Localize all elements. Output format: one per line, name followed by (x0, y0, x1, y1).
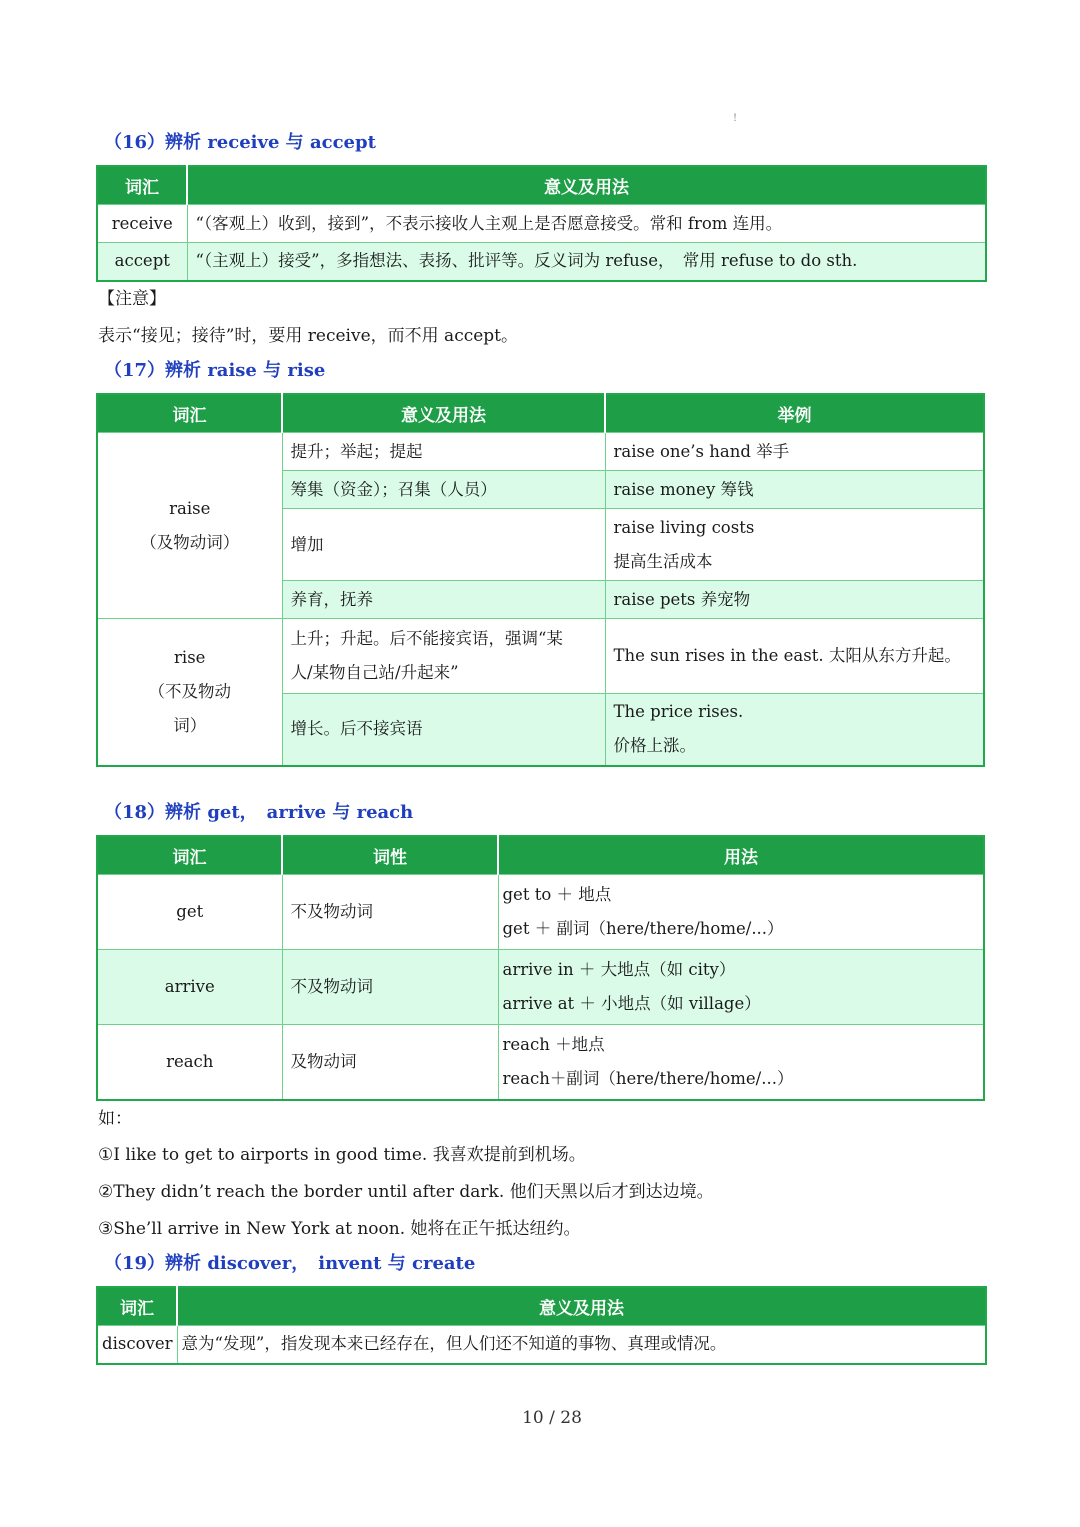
rise-word: rise (174, 647, 206, 667)
table-18-word: arrive (97, 950, 282, 1025)
table-row (97, 1025, 984, 1100)
raise-meaning: 提升；举起；提起 (282, 433, 605, 471)
rise-word-cell (97, 619, 282, 766)
example-sentence: ②They didn’t reach the border until after dark. 他们天黑以后才到达边境。 (98, 1182, 714, 1202)
rise-example-translation: 价格上涨。 (613, 736, 696, 756)
table-18-usage: get ＋ 副词（here/there/home/...） (502, 919, 784, 938)
raise-pos: （及物动词） (140, 532, 240, 552)
rise-example-cell (605, 694, 984, 766)
section-16-heading: （16）辨析 receive 与 accept (104, 132, 376, 153)
table-18-word: get (97, 875, 282, 950)
table-18-pos: 不及物动词 (282, 875, 498, 950)
table-18-usage: arrive at ＋ 小地点（如 village） (502, 994, 761, 1013)
table-18-usage: reach ＋地点 (502, 1034, 605, 1054)
table-18 (96, 835, 985, 1101)
table-16-word: receive (97, 205, 187, 243)
table-18-usage: get to ＋ 地点 (502, 885, 612, 904)
rise-meaning: 增长。后不接宾语 (282, 694, 605, 766)
rise-example: The price rises. (613, 702, 744, 722)
table-18-pos: 及物动词 (282, 1025, 498, 1100)
table-17-header-meaning: 意义及用法 (282, 394, 605, 433)
table-16-header-word: 词汇 (97, 166, 187, 205)
table-19-meaning: 意为“发现”，指发现本来已经存在，但人们还不知道的事物、真理或情况。 (177, 1326, 986, 1364)
raise-example-cell (605, 509, 984, 581)
section-18-heading: （18）辨析 get， arrive 与 reach (104, 802, 414, 823)
table-18-header-word: 词汇 (97, 836, 282, 875)
raise-meaning: 筹集（资金）；召集（人员） (282, 471, 605, 509)
example-label: 如： (98, 1109, 132, 1129)
table-17 (96, 393, 985, 767)
table-16-header-meaning: 意义及用法 (187, 166, 986, 205)
table-row (97, 1326, 986, 1364)
rise-meaning-cell (282, 619, 605, 694)
page-number: 10 / 28 (522, 1408, 582, 1428)
rise-pos-cont: 词） (173, 715, 207, 735)
note-title: 【注意】 (98, 289, 166, 309)
table-19-word: discover (97, 1326, 177, 1364)
raise-meaning: 增加 (282, 509, 605, 581)
rise-meaning-cont: 人/某物自己站/升起来” (290, 663, 459, 682)
raise-meaning: 养育，抚养 (282, 581, 605, 619)
raise-word-cell (97, 433, 282, 619)
table-18-header-usage: 用法 (498, 836, 984, 875)
table-row (97, 243, 986, 281)
table-18-word: reach (97, 1025, 282, 1100)
table-row (97, 950, 984, 1025)
table-row (97, 619, 984, 694)
table-16-word: accept (97, 243, 187, 281)
table-18-usage: arrive in ＋ 大地点（如 city） (502, 960, 736, 979)
raise-word: raise (169, 498, 211, 518)
table-19-header-word: 词汇 (97, 1287, 177, 1326)
example-sentence: ①I like to get to airports in good time. 我喜欢提前到机场。 (98, 1145, 586, 1165)
raise-example: raise money 筹钱 (605, 471, 984, 509)
note-text: 表示“接见；接待”时，要用 receive，而不用 accept。 (98, 326, 519, 346)
raise-example: raise one’s hand 举手 (605, 433, 984, 471)
table-16-meaning: “（客观上）收到，接到”，不表示接收人主观上是否愿意接受。常和 from 连用。 (187, 205, 986, 243)
table-18-usage-cell (498, 875, 984, 950)
table-19 (96, 1286, 987, 1365)
rise-example: The sun rises in the east. 太阳从东方升起。 (605, 619, 984, 694)
rise-meaning: 上升；升起。后不能接宾语，强调“某 (290, 629, 563, 648)
table-row (97, 433, 984, 471)
table-row (97, 205, 986, 243)
raise-example-translation: 提高生活成本 (613, 551, 713, 571)
table-18-usage: reach＋副词（here/there/home/...） (502, 1068, 794, 1088)
raise-example: raise pets 养宠物 (605, 581, 984, 619)
table-16 (96, 165, 987, 282)
table-17-header-example: 举例 (605, 394, 984, 433)
section-19-heading: （19）辨析 discover， invent 与 create (104, 1253, 476, 1274)
example-sentence: ③She’ll arrive in New York at noon. 她将在正午抵达纽约。 (98, 1219, 581, 1239)
table-row (97, 875, 984, 950)
table-17-header-word: 词汇 (97, 394, 282, 433)
table-18-header-pos: 词性 (282, 836, 498, 875)
rise-pos: （不及物动 (148, 681, 231, 701)
table-19-header-meaning: 意义及用法 (177, 1287, 986, 1326)
table-18-usage-cell (498, 1025, 984, 1100)
table-18-usage-cell (498, 950, 984, 1025)
raise-example: raise living costs (613, 517, 755, 537)
section-17-heading: （17）辨析 raise 与 rise (104, 360, 326, 381)
page-mark: ! (733, 113, 738, 124)
table-18-pos: 不及物动词 (282, 950, 498, 1025)
table-16-meaning: “（主观上）接受”，多指想法、表扬、批评等。反义词为 refuse， 常用 refuse to do sth. (187, 243, 986, 281)
